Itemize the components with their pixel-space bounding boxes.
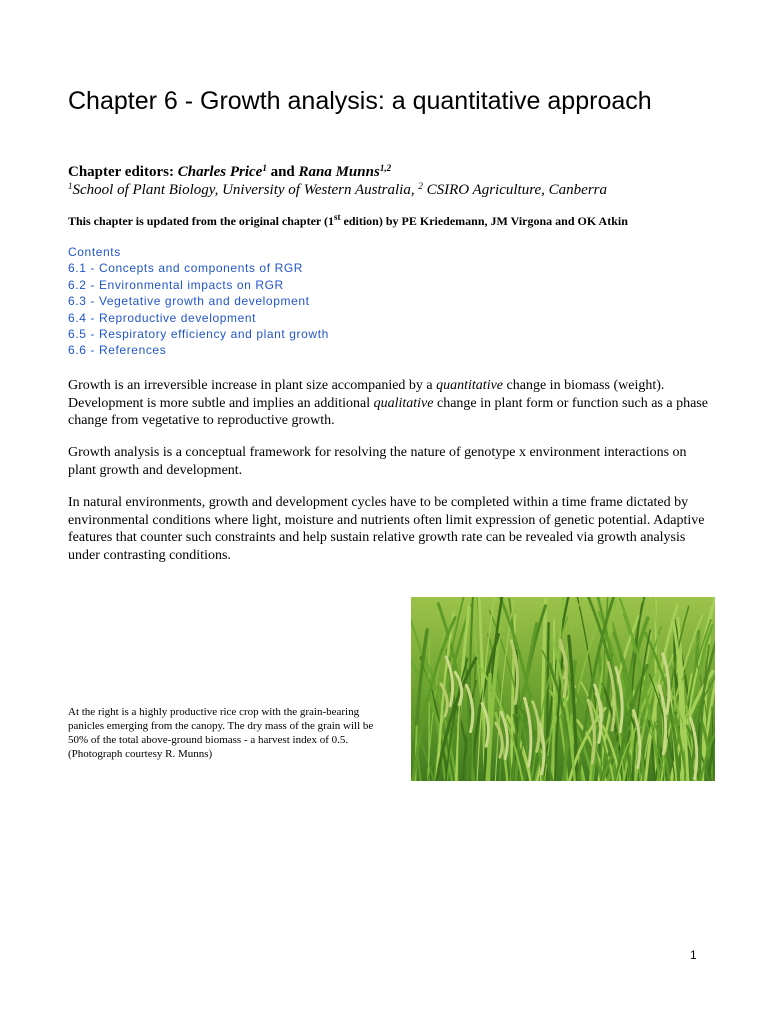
chapter-title: Chapter 6 - Growth analysis: a quantitative approach xyxy=(68,87,652,115)
contents-link-6-5[interactable]: 6.5 - Respiratory efficiency and plant growth xyxy=(68,327,329,342)
chapter-editors xyxy=(68,163,728,181)
paragraph-growth-analysis: Growth analysis is a conceptual framework for resolving the nature of genotype x environment interactions on plant growth and development. xyxy=(68,445,687,478)
p1-text-c: change in biomass (weight). Development is more subtle and implies an additional xyxy=(68,378,665,411)
editor-name-price: Charles Price xyxy=(177,164,263,180)
p1-quantitative: quantitative xyxy=(436,378,504,393)
contents-list xyxy=(68,244,468,359)
paragraph-natural-environments: In natural environments, growth and development cycles have to be completed within a time frame dictated by environmental conditions where light, moisture and nutrients often limit expression of genetic potential. Adaptive features that counter such constraints and help sustain relative growth rate can be revealed via growth analysis under contrasting conditions. xyxy=(68,495,705,563)
contents-link-6-3[interactable]: 6.3 - Vegetative growth and development xyxy=(68,294,310,309)
updated-note xyxy=(68,213,748,229)
page-number: 1 xyxy=(690,948,697,962)
editor-sup-1: 1 xyxy=(262,163,267,173)
affiliation-sup-1: 1 xyxy=(68,181,73,191)
updated-note-before: This chapter is updated from the original chapter (1 xyxy=(68,214,335,228)
contents-link-6-4[interactable]: 6.4 - Reproductive development xyxy=(68,310,257,325)
editors-and: and xyxy=(266,164,299,180)
editor-sup-2: 1,2 xyxy=(379,163,392,173)
updated-note-after: edition) by PE Kriedemann, JM Virgona and OK Atkin xyxy=(340,214,628,228)
p1-qualitative: qualitative xyxy=(373,395,434,411)
figure-caption: At the right is a highly productive rice crop with the grain-bearing panicles emerging from the canopy. The dry mass of the grain will be 50% of the total above-ground biomass - a harvest index of 0.5. (Photograph courtesy R. Munns) xyxy=(68,706,374,760)
affiliation-csiro: CSIRO Agriculture, Canberra xyxy=(422,182,607,198)
contents-link-6-1[interactable]: 6.1 - Concepts and components of RGR xyxy=(68,261,304,276)
contents-heading[interactable]: Contents xyxy=(68,245,121,259)
contents-link-6-2[interactable]: 6.2 - Environmental impacts on RGR xyxy=(68,277,284,292)
updated-note-sup: st xyxy=(334,212,341,222)
affiliation-sup-2: 2 xyxy=(418,181,423,191)
rice-crop-photo xyxy=(411,597,715,781)
affiliation-uwa: School of Plant Biology, University of Western Australia, xyxy=(72,182,419,198)
p1-text-a: Growth is an irreversible increase in plant size accompanied by a xyxy=(68,378,437,393)
contents-link-6-6[interactable]: 6.6 - References xyxy=(68,343,167,358)
affiliations xyxy=(68,181,748,199)
editor-name-munns: Rana Munns xyxy=(298,164,380,180)
paragraph-growth-definition xyxy=(68,377,716,430)
p1-text-e: change in plant form or function such as a phase change from vegetative to reproductive growth. xyxy=(68,395,708,428)
editors-label: Chapter editors: xyxy=(68,164,178,180)
